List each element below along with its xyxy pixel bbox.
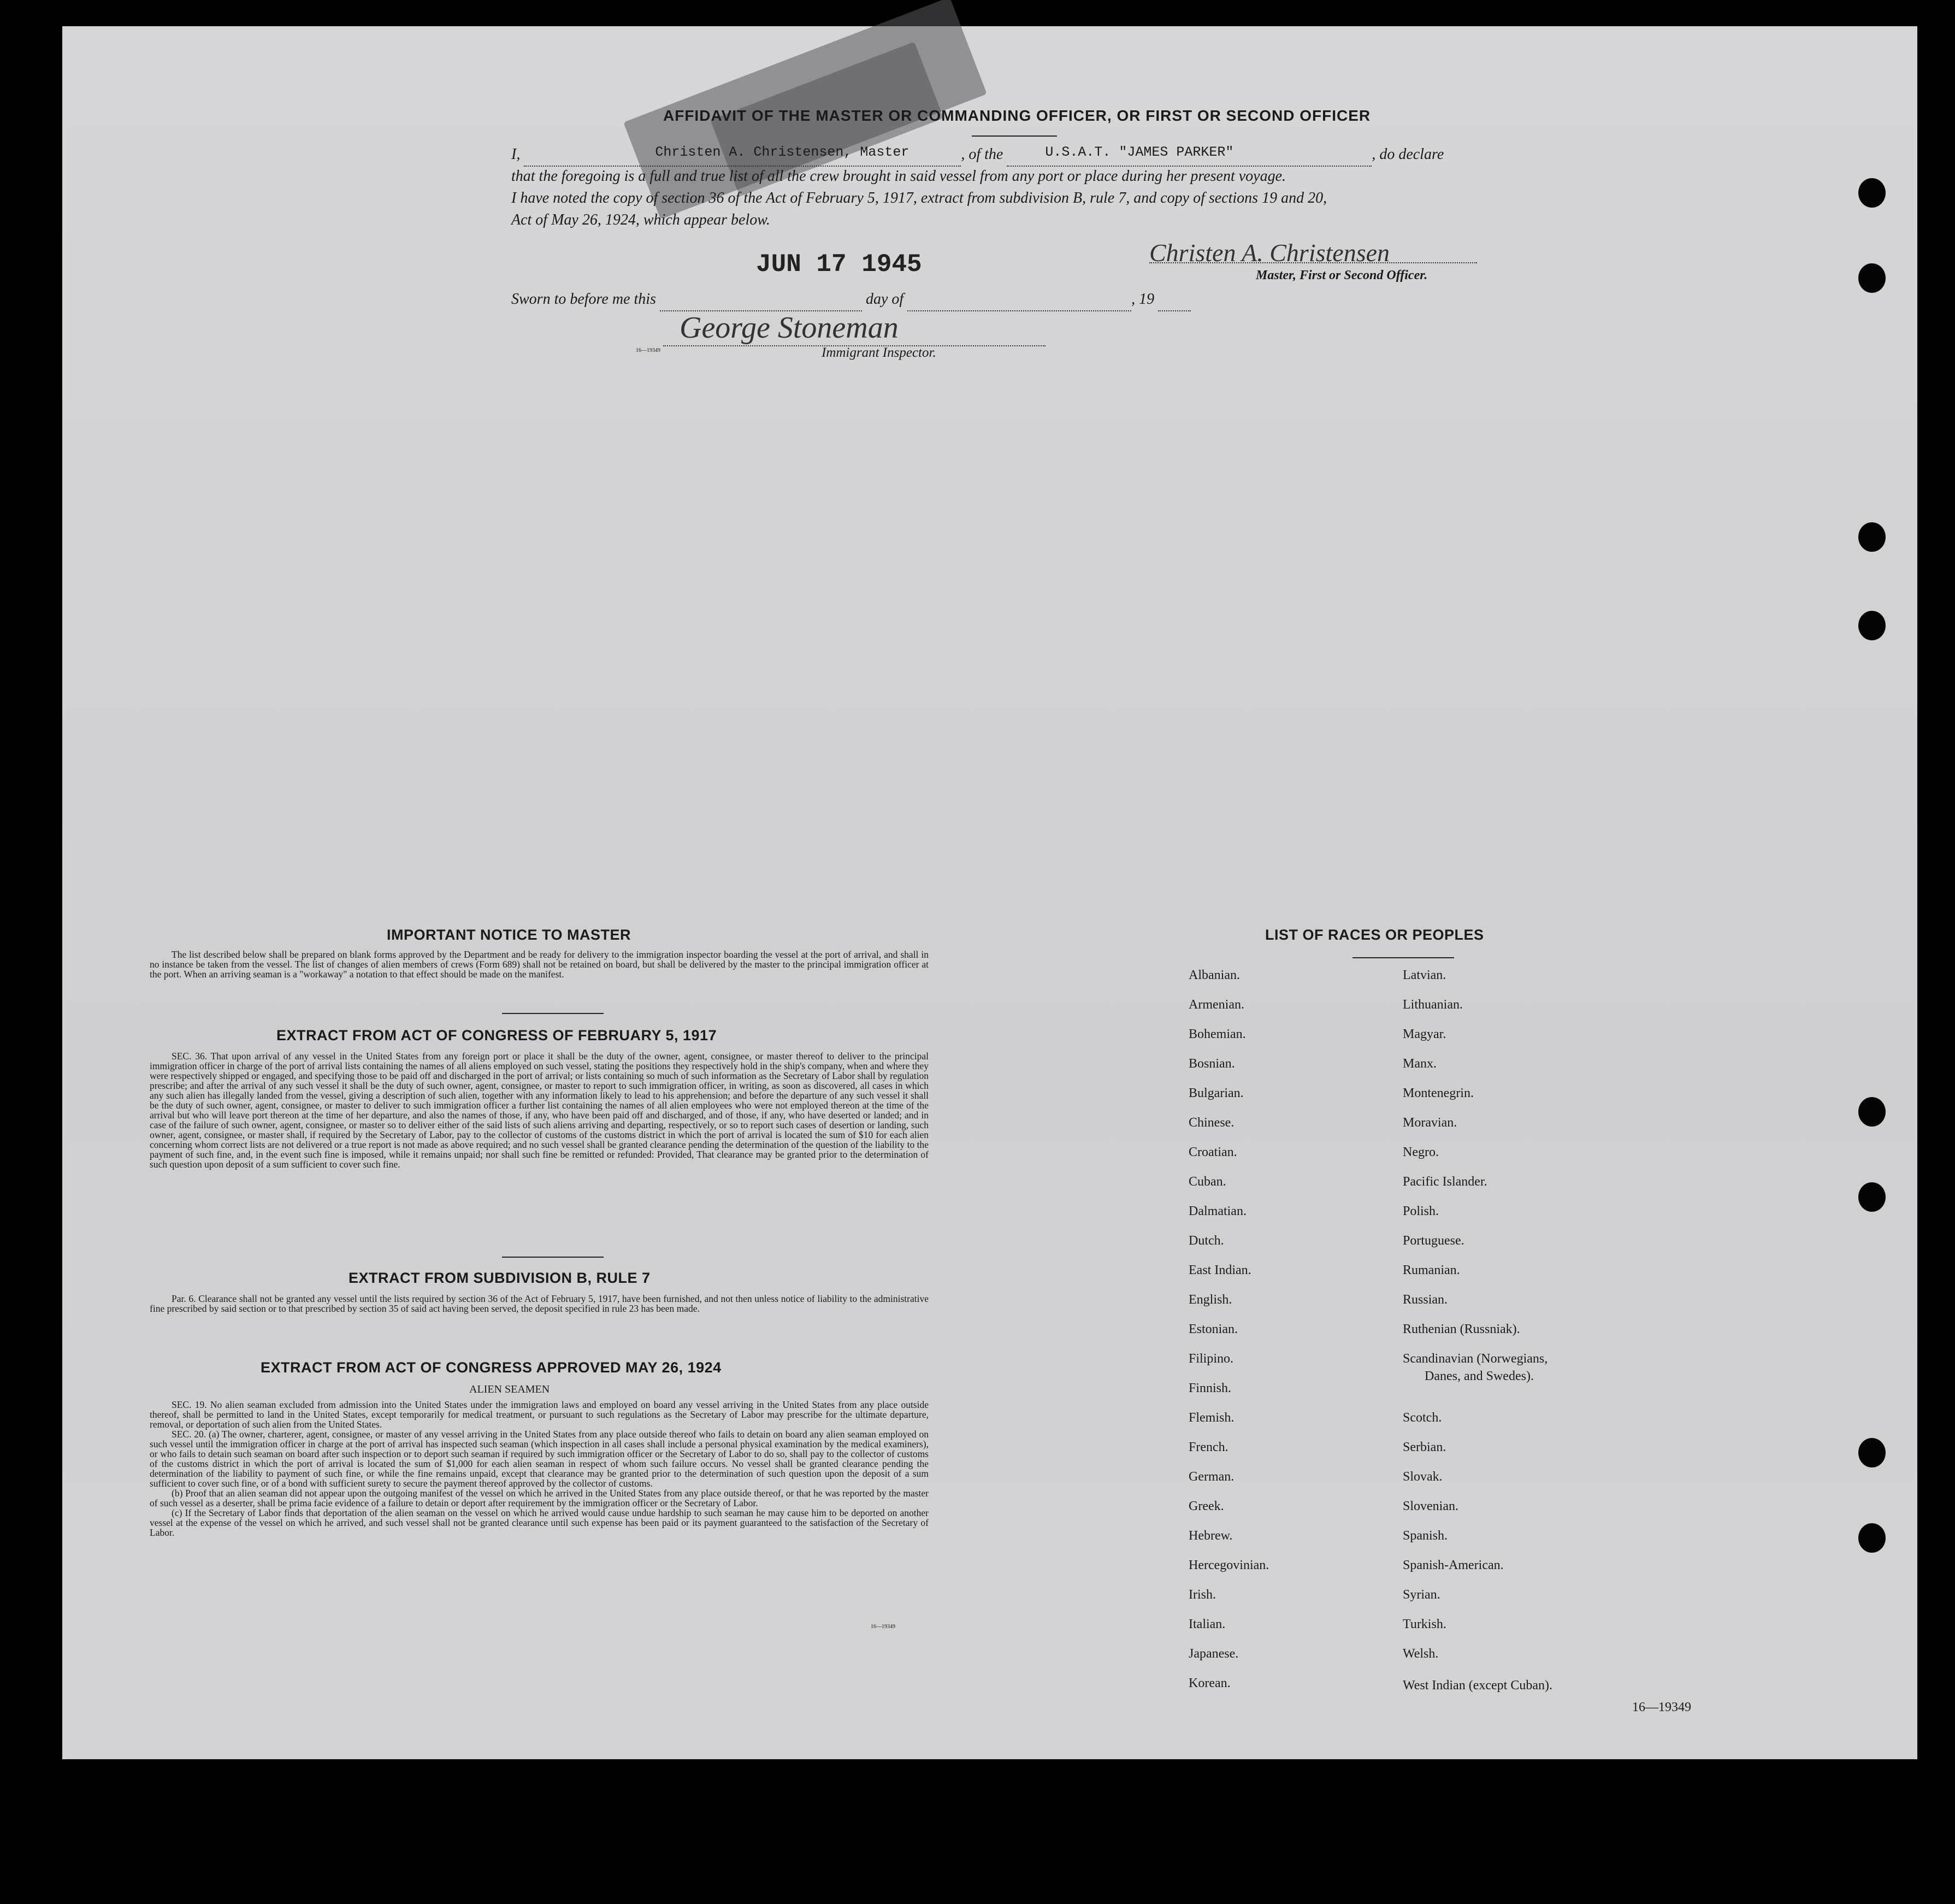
form-number: 16—19349: [871, 1624, 895, 1630]
race-item: Syrian.: [1403, 1588, 1440, 1602]
race-item: Flemish.: [1189, 1411, 1235, 1425]
affidavit-line-3: I have noted the copy of section 36 of the Act of February 5, 1917, extract from subdivision B, rule 7, and copy of sections 19 and 20,: [511, 190, 1327, 207]
race-item: Greek.: [1189, 1499, 1224, 1513]
vessel-field: [1007, 144, 1372, 167]
race-item: Danes, and Swedes).: [1425, 1369, 1534, 1383]
race-item: Scandinavian (Norwegians,: [1403, 1352, 1548, 1366]
form-number: 16—19349: [636, 347, 660, 353]
form-number: 16—19349: [1632, 1700, 1691, 1714]
extract-1924-subtitle: ALIEN SEAMEN: [469, 1383, 550, 1395]
punch-hole: [1858, 522, 1886, 552]
race-item: English.: [1189, 1293, 1232, 1307]
race-item: Hercegovinian.: [1189, 1558, 1269, 1572]
divider: [972, 135, 1057, 137]
race-item: Latvian.: [1403, 968, 1446, 982]
race-item: Spanish-American.: [1403, 1558, 1504, 1572]
affidavit-line-4: Act of May 26, 1924, which appear below.: [511, 211, 770, 228]
sworn-year-field: [1158, 288, 1191, 311]
vessel-name: U.S.A.T. "JAMES PARKER": [1045, 144, 1234, 160]
race-item: East Indian.: [1189, 1263, 1251, 1277]
race-item: Scotch.: [1403, 1411, 1442, 1425]
race-item: Bosnian.: [1189, 1057, 1235, 1071]
race-item: Turkish.: [1403, 1617, 1446, 1631]
race-item: Lithuanian.: [1403, 998, 1463, 1012]
inspector-caption: Immigrant Inspector.: [822, 345, 936, 360]
extract-rule7-body: Par. 6. Clearance shall not be granted any vessel until the lists required by section 36 of the Act of February 5, 1917, have been furnished, and not then unless notice of liability to the administrative fine prescribed by said section or to that prescribed by section 35 of said act having been served, the deposit specified in rule 23 has been made.: [150, 1293, 929, 1314]
race-item: Welsh.: [1403, 1647, 1439, 1661]
inspector-signature: George Stoneman: [680, 311, 899, 345]
punch-hole: [1858, 178, 1886, 208]
race-item: Serbian.: [1403, 1440, 1446, 1454]
date-stamp: JUN 17 1945: [756, 250, 922, 279]
race-item: Chinese.: [1189, 1116, 1235, 1130]
extract-1924-title: EXTRACT FROM ACT OF CONGRESS APPROVED MAY 26, 1924: [261, 1359, 722, 1376]
sec20b-paragraph: (b) Proof that an alien seaman did not appear upon the outgoing manifest of the vessel on which he arrived in the United States from any place outside thereof, or that he was reported by the master of such vessel as a deserter, shall be prima facie evidence of a failure to detain or deport after requirement by the immigration officer or the Secretary of Labor.: [150, 1488, 929, 1508]
race-item: Polish.: [1403, 1204, 1439, 1218]
sworn-day-field: [660, 288, 862, 311]
master-name-field: [524, 144, 961, 167]
year-prefix: , 19: [1131, 291, 1155, 308]
race-item: Portuguese.: [1403, 1234, 1464, 1248]
master-caption: Master, First or Second Officer.: [1256, 268, 1428, 282]
sworn-line: [511, 288, 1191, 311]
race-item: Pacific Islander.: [1403, 1175, 1487, 1189]
race-item: Bulgarian.: [1189, 1086, 1244, 1100]
race-item: Spanish.: [1403, 1529, 1448, 1543]
race-item: Negro.: [1403, 1145, 1439, 1159]
affidavit-line-2: that the foregoing is a full and true list of all the crew brought in said vessel from any port or place during her present voyage.: [511, 168, 1286, 185]
of-the-label: , of the: [961, 146, 1003, 163]
sworn-month-field: [907, 288, 1131, 311]
race-item: Croatian.: [1189, 1145, 1237, 1159]
do-declare-label: , do declare: [1372, 146, 1444, 163]
race-item: Slovenian.: [1403, 1499, 1458, 1513]
day-of-label: day of: [865, 291, 904, 308]
race-item: Russian.: [1403, 1293, 1448, 1307]
race-item: Moravian.: [1403, 1116, 1457, 1130]
race-item: Estonian.: [1189, 1322, 1238, 1336]
race-item: Finnish.: [1189, 1381, 1232, 1395]
divider: [1352, 957, 1454, 958]
punch-hole: [1858, 1523, 1886, 1553]
extract-rule7-title: EXTRACT FROM SUBDIVISION B, RULE 7: [349, 1270, 651, 1286]
punch-hole: [1858, 1182, 1886, 1212]
race-item: Filipino.: [1189, 1352, 1234, 1366]
punch-hole: [1858, 611, 1886, 640]
sworn-label: Sworn to before me this: [511, 291, 656, 308]
sec19-paragraph: SEC. 19. No alien seaman excluded from admission into the United States under the immigration laws and employed on board any vessel arriving in the United States from any place outside thereof, shall be permitted to land in the United States, except temporarily for medical treatment, or pursuant to such regulations as the Secretary of Labor may prescribe for the ultimate departure, removal, or deportation of such alien from the United States.: [150, 1399, 929, 1430]
race-item: Italian.: [1189, 1617, 1226, 1631]
notice-body: The list described below shall be prepared on blank forms approved by the Department and be ready for delivery to the immigration inspector boarding the vessel at the port of arrival, and shall in no instance be taken from the vessel. The list of changes of alien members of crews (Form 689) shall not be retained on board, but shall be delivered by the master to the principal immigration officer at the port. When an arriving seaman is a "workaway" a notation to that effect should be made on the manifest.: [150, 949, 929, 980]
race-item: West Indian (except Cuban).: [1403, 1678, 1552, 1693]
punch-hole: [1858, 263, 1886, 293]
race-item: Korean.: [1189, 1676, 1231, 1690]
race-item: French.: [1189, 1440, 1228, 1454]
document-sheet: [62, 26, 1917, 1759]
extract-1917-title: EXTRACT FROM ACT OF CONGRESS OF FEBRUARY 5, 1917: [276, 1027, 717, 1044]
races-right-column: [1403, 968, 1691, 1738]
race-item: Manx.: [1403, 1057, 1437, 1071]
race-item: Hebrew.: [1189, 1529, 1233, 1543]
races-title: LIST OF RACES OR PEOPLES: [1265, 927, 1484, 943]
race-item: Slovak.: [1403, 1470, 1443, 1484]
race-item: German.: [1189, 1470, 1235, 1484]
affidavit-line-1: [511, 144, 1444, 167]
affidavit-title: AFFIDAVIT OF THE MASTER OR COMMANDING OFFICER, OR FIRST OR SECOND OFFICER: [663, 107, 1371, 124]
sec20a-paragraph: SEC. 20. (a) The owner, charterer, agent, consignee, or master of any vessel arriving in the United States from any place outside thereof who fails to detain on board any alien seaman employed on such vessel until the immigration officer in charge at the port of arrival has inspected such seaman (which inspection in all cases shall include a personal physical examination by the medical examiners), or who fails to detain such seaman on board after such inspection or to deport such seaman if required by such immigration officer or the Secretary of Labor to do so, shall pay to the collector of customs of the customs district in which the port of arrival is located the sum of $1,000 for each alien seaman in respect of whom such failure occurs. No vessel shall be granted clearance pending the determination of the liability to payment of such fine, or while the fine remains unpaid, except that clearance may be granted prior to the determination of such question upon the deposit of a sum sufficient to cover such fine, or of a bond with sufficient surety to secure the payment thereof approved by the collector of customs.: [150, 1429, 929, 1489]
punch-hole: [1858, 1097, 1886, 1127]
race-item: Irish.: [1189, 1588, 1216, 1602]
divider: [502, 1257, 604, 1258]
extract-1924-body: [150, 1400, 929, 1537]
master-signature: Christen A. Christensen: [1149, 239, 1390, 267]
affidavit-i-label: I,: [511, 146, 521, 163]
race-item: Dutch.: [1189, 1234, 1224, 1248]
notice-title: IMPORTANT NOTICE TO MASTER: [387, 927, 631, 943]
race-item: Japanese.: [1189, 1647, 1239, 1661]
race-item: Rumanian.: [1403, 1263, 1460, 1277]
signature-line: [1149, 262, 1477, 263]
races-left-column: [1189, 968, 1407, 1733]
master-name: Christen A. Christensen, Master: [655, 144, 909, 160]
extract-1917-body: SEC. 36. That upon arrival of any vessel in the United States from any foreign port or place it shall be the duty of the owner, agent, consignee, or master thereof to deliver to the principal immigration officer in charge of the port of arrival lists containing the names of all aliens employed on such vessel, stating the positions they respectively hold in the ship's company, when and where they were respectively shipped or engaged, and specifying those to be paid off and discharged in the port of arrival; or lists containing so much of such information as the Secretary of Labor shall by regulation prescribe; and after the arrival of any such vessel it shall be the duty of such owner, agent, consignee, or master to report to such immigration officer, in writing, as soon as discovered, all cases in which any such alien has illegally landed from the vessel, giving a description of such alien, together with any information likely to lead to his apprehension; and before the departure of any such vessel it shall be the duty of such owner, agent, consignee, or master to deliver to such immigration officer a further list containing the names of all alien employees who were not employed thereon at the time of the arrival but who will leave port thereon at the time of her departure, and also the names of those, if any, who have been paid off and discharged, and of those, if any, who have deserted or landed; and in case of the failure of such owner, agent, consignee, or master so to deliver either of the said lists of such aliens arriving and departing, respectively, or so to report such cases of desertion or landing, such owner, agent, consignee, or master shall, if required by the Secretary of Labor, pay to the collector of customs of the customs district in which the port of arrival is located the sum of $10 for each alien concerning whom correct lists are not delivered or a true report is not made as above required; and no such vessel shall be granted clearance pending the determination of the question of the liability to the payment of such fine, and, in the event such fine is imposed, while it remains unpaid; nor shall such fine be remitted or refunded: Provided, That clearance may be granted prior to the determination of such question upon deposit of a sum sufficient to cover such fine.: [150, 1051, 929, 1170]
race-item: Ruthenian (Russniak).: [1403, 1322, 1520, 1336]
divider: [502, 1013, 604, 1014]
race-item: Armenian.: [1189, 998, 1244, 1012]
race-item: Cuban.: [1189, 1175, 1226, 1189]
sec20c-paragraph: (c) If the Secretary of Labor finds that deportation of the alien seaman on the vessel on which he arrived would cause undue hardship to such seaman he may cause him to be deported on another vessel at the expense of the vessel on which he arrived, and such vessel shall not be granted clearance until such expense has been paid or its payment guaranteed to the satisfaction of the Secretary of Labor.: [150, 1507, 929, 1538]
race-item: Albanian.: [1189, 968, 1240, 982]
race-item: Bohemian.: [1189, 1027, 1246, 1041]
punch-hole: [1858, 1438, 1886, 1467]
race-item: Dalmatian.: [1189, 1204, 1247, 1218]
race-item: Montenegrin.: [1403, 1086, 1474, 1100]
race-item: Magyar.: [1403, 1027, 1446, 1041]
